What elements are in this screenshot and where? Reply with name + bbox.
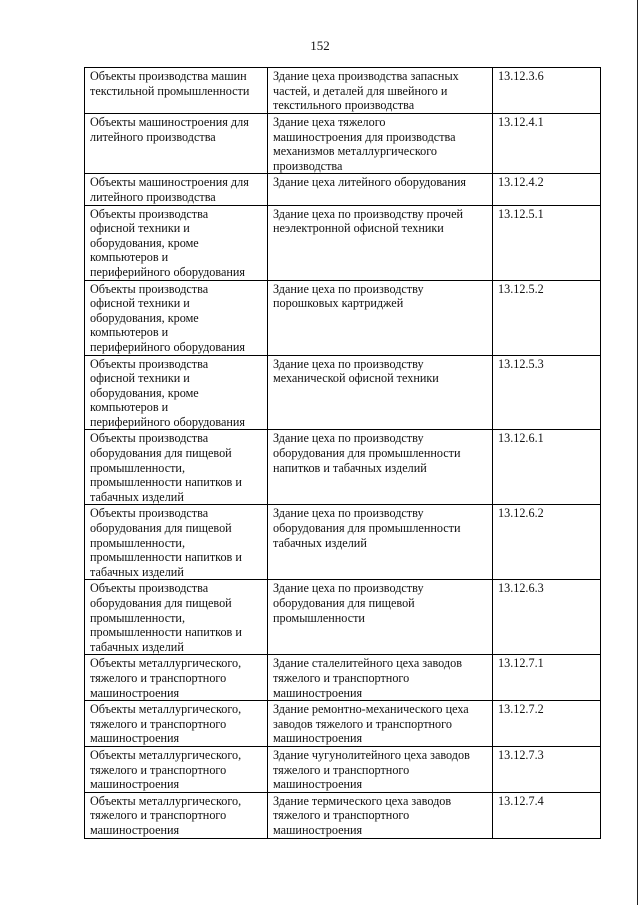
object-type-cell: Объекты металлургического, тяжелого и транспортного машиностроения (85, 655, 268, 701)
building-cell: Здание цеха тяжелого машиностроения для производства механизмов металлургического производства (268, 114, 493, 174)
building-cell: Здание чугунолитейного цеха заводов тяжелого и транспортного машиностроения (268, 747, 493, 793)
table-row (85, 792, 601, 838)
table-row (85, 280, 601, 355)
page-number: 152 (310, 38, 330, 53)
code-cell: 13.12.6.2 (493, 505, 601, 580)
object-type-cell: Объекты производства оборудования для пищевой промышленности, промышленности напитков и табачных изделий (85, 430, 268, 505)
table-row (85, 355, 601, 430)
building-cell: Здание ремонтно-механического цеха заводов тяжелого и транспортного машиностроения (268, 701, 493, 747)
building-cell: Здание цеха по производству прочей неэлектронной офисной техники (268, 205, 493, 280)
code-cell: 13.12.7.4 (493, 792, 601, 838)
building-cell: Здание термического цеха заводов тяжелого и транспортного машиностроения (268, 792, 493, 838)
object-type-cell: Объекты металлургического, тяжелого и транспортного машиностроения (85, 747, 268, 793)
code-cell: 13.12.5.1 (493, 205, 601, 280)
table-row (85, 430, 601, 505)
code-cell: 13.12.6.1 (493, 430, 601, 505)
building-cell: Здание цеха литейного оборудования (268, 174, 493, 205)
object-type-cell: Объекты машиностроения для литейного производства (85, 174, 268, 205)
object-type-cell: Объекты производства офисной техники и оборудования, кроме компьютеров и периферийного оборудования (85, 280, 268, 355)
object-type-cell: Объекты производства офисной техники и оборудования, кроме компьютеров и периферийного оборудования (85, 355, 268, 430)
code-cell: 13.12.7.1 (493, 655, 601, 701)
object-type-cell: Объекты машиностроения для литейного производства (85, 114, 268, 174)
object-type-cell: Объекты производства оборудования для пищевой промышленности, промышленности напитков и табачных изделий (85, 580, 268, 655)
classification-table (84, 67, 601, 839)
code-cell: 13.12.4.1 (493, 114, 601, 174)
building-cell: Здание сталелитейного цеха заводов тяжелого и транспортного машиностроения (268, 655, 493, 701)
table-row (85, 114, 601, 174)
building-cell: Здание цеха производства запасных частей, и деталей для швейного и текстильного производства (268, 68, 493, 114)
building-cell: Здание цеха по производству механической офисной техники (268, 355, 493, 430)
code-cell: 13.12.6.3 (493, 580, 601, 655)
table-row (85, 505, 601, 580)
code-cell: 13.12.5.2 (493, 280, 601, 355)
table-row (85, 205, 601, 280)
object-type-cell: Объекты производства офисной техники и оборудования, кроме компьютеров и периферийного оборудования (85, 205, 268, 280)
building-cell: Здание цеха по производству оборудования для пищевой промышленности (268, 580, 493, 655)
table-row (85, 174, 601, 205)
object-type-cell: Объекты производства оборудования для пищевой промышленности, промышленности напитков и табачных изделий (85, 505, 268, 580)
building-cell: Здание цеха по производству оборудования для промышленности напитков и табачных изделий (268, 430, 493, 505)
object-type-cell: Объекты металлургического, тяжелого и транспортного машиностроения (85, 792, 268, 838)
code-cell: 13.12.5.3 (493, 355, 601, 430)
object-type-cell: Объекты производства машин текстильной промышленности (85, 68, 268, 114)
code-cell: 13.12.4.2 (493, 174, 601, 205)
table-row (85, 580, 601, 655)
code-cell: 13.12.7.3 (493, 747, 601, 793)
table-row (85, 68, 601, 114)
building-cell: Здание цеха по производству оборудования для промышленности табачных изделий (268, 505, 493, 580)
object-type-cell: Объекты металлургического, тяжелого и транспортного машиностроения (85, 701, 268, 747)
table-row (85, 747, 601, 793)
building-cell: Здание цеха по производству порошковых картриджей (268, 280, 493, 355)
code-cell: 13.12.3.6 (493, 68, 601, 114)
table-row (85, 655, 601, 701)
code-cell: 13.12.7.2 (493, 701, 601, 747)
table-row (85, 701, 601, 747)
scan-edge-line (637, 0, 638, 905)
